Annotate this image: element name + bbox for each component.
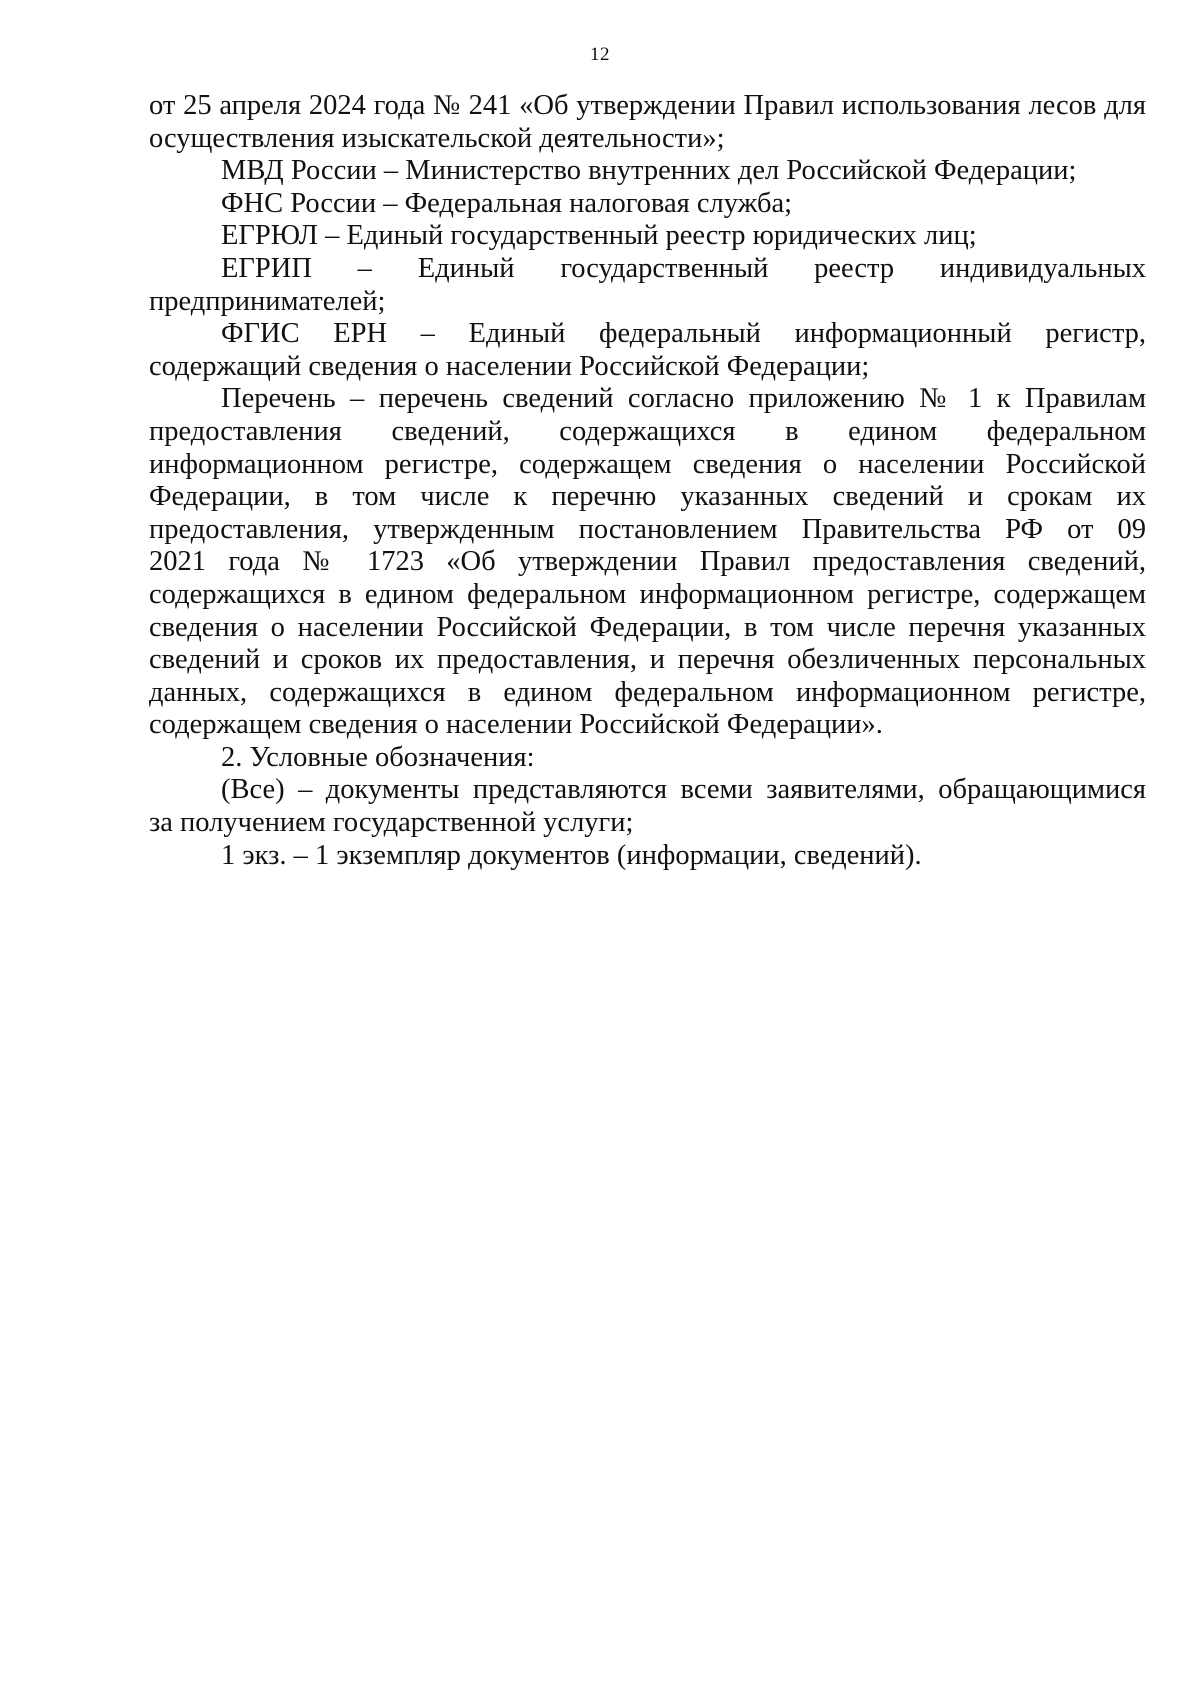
page-number: 12 (590, 44, 610, 65)
text-line: 1 экз. – 1 экземпляр документов (информации, сведений). (221, 839, 922, 871)
text-line: сведения о населении Российской Федерации, в том числе перечня указанных (149, 611, 1146, 643)
document-body (149, 90, 1146, 872)
text-line: содержащем сведения о населении Российской Федерации». (149, 709, 883, 741)
text-line: за получением государственной услуги; (149, 807, 634, 839)
text-line: содержащихся в едином федеральном информационном регистре, содержащем (149, 578, 1146, 610)
text-line: предпринимателей; (149, 285, 386, 317)
text-line: ФГИС ЕРН – Единый федеральный информационный регистр, (221, 318, 1146, 350)
text-line: Перечень – перечень сведений согласно приложению № 1 к Правилам (221, 383, 1146, 415)
text-line: от 25 апреля 2024 года № 241 «Об утверждении Правил использования лесов для (149, 90, 1146, 121)
text-line: (Все) – документы представляются всеми заявителями, обращающимися (221, 774, 1146, 806)
text-line: осуществления изыскательской деятельности»; (149, 122, 725, 154)
text-line: ЕГРИП – Единый государственный реестр индивидуальных (221, 252, 1146, 284)
text-line: предоставления сведений, содержащихся в едином федеральном (149, 415, 1146, 447)
text-line: ЕГРЮЛ – Единый государственный реестр юридических лиц; (221, 220, 977, 252)
text-line: 2. Условные обозначения: (221, 741, 535, 773)
text-line: данных, содержащихся в едином федеральном информационном регистре, (149, 676, 1146, 708)
text-line: 2021 года № 1723 «Об утверждении Правил предоставления сведений, (149, 546, 1146, 578)
text-line: ФНС России – Федеральная налоговая служба; (221, 187, 793, 219)
text-line: содержащий сведения о населении Российской Федерации; (149, 350, 870, 382)
text-line: сведений и сроков их предоставления, и перечня обезличенных персональных (149, 644, 1146, 676)
text-line: предоставления, утвержденным постановлением Правительства РФ от 09 (149, 513, 1146, 545)
text-line: информационном регистре, содержащем сведения о населении Российской (149, 448, 1146, 480)
text-line: МВД России – Министерство внутренних дел Российской Федерации; (221, 155, 1077, 187)
text-line: Федерации, в том числе к перечню указанных сведений и срокам их (149, 481, 1146, 513)
